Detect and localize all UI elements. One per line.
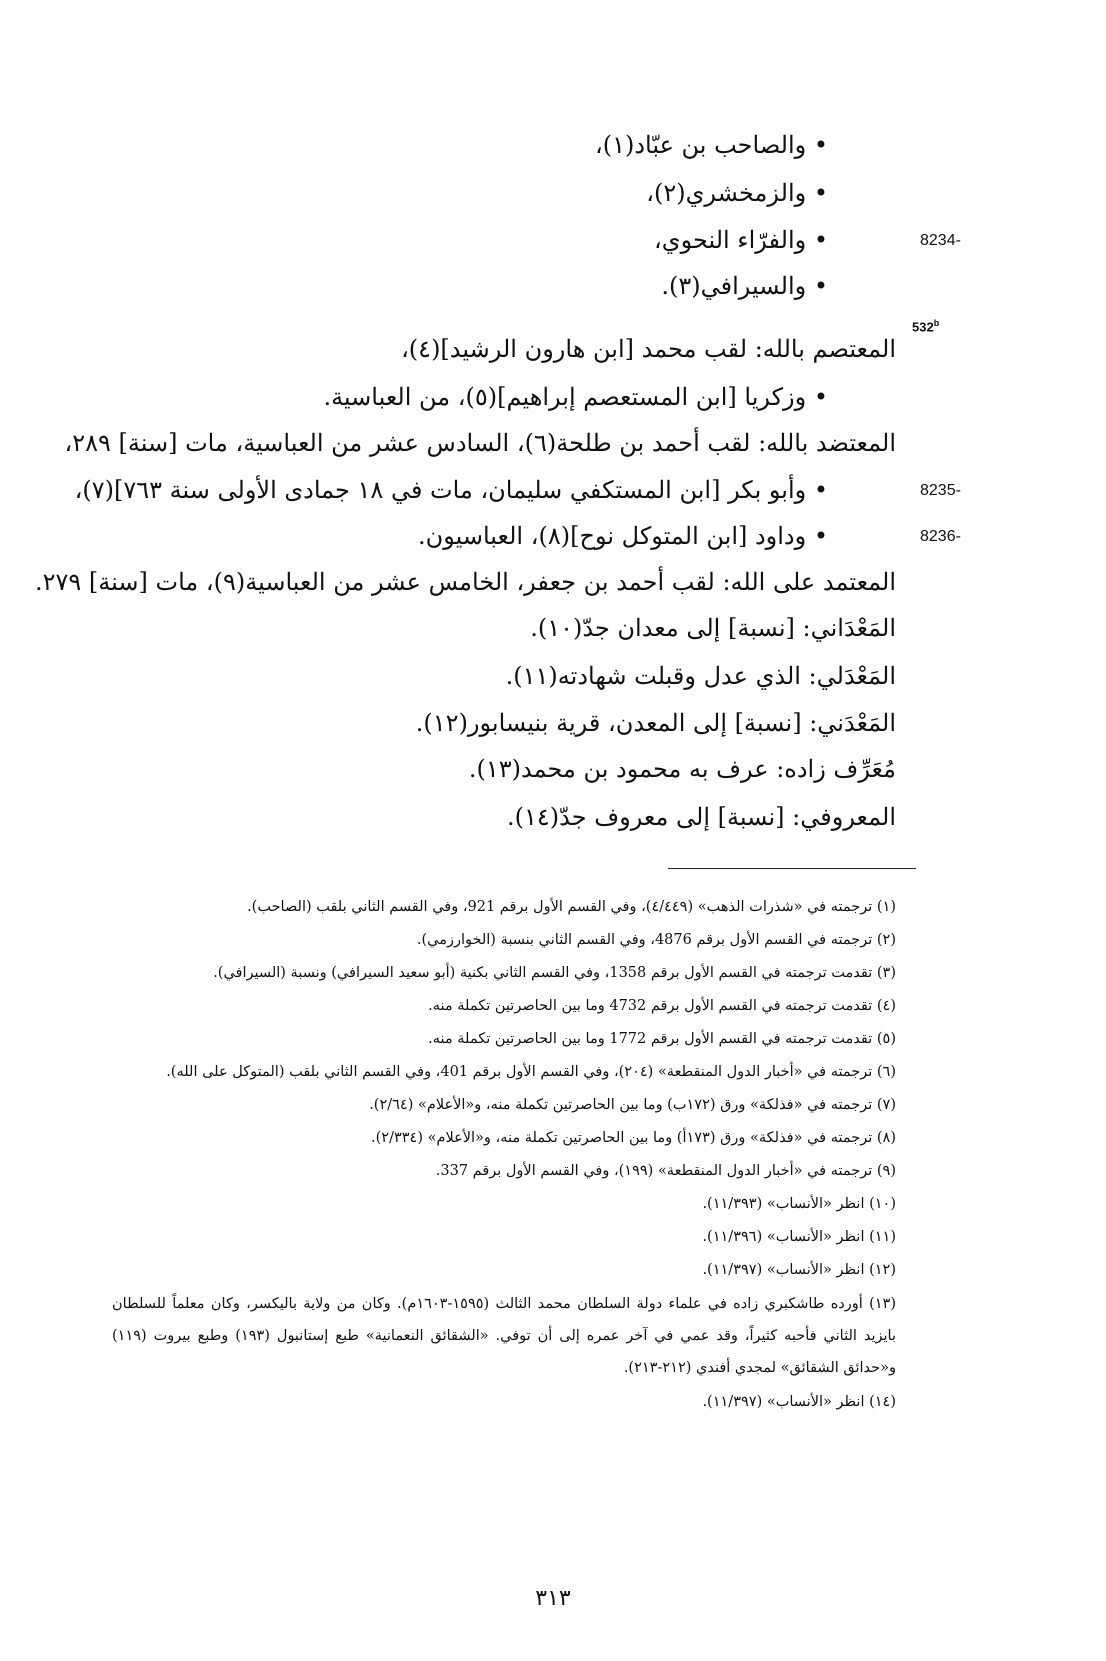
entry-line: • وأبو بكر [ابن المستكفي سليمان، مات في ١٨ جمادى الأولى سنة ٧٦٣](٧)، <box>74 476 828 504</box>
footnote: (٥) تقدمت ترجمته في القسم الأول برقم 1772 وما بين الحاصرتين تكملة منه. <box>428 1031 896 1047</box>
entry-line: • وداود [ابن المتوكل نوح](٨)، العباسيون. <box>417 522 828 550</box>
footnote: (١١) انظر «الأنساب» (١١/٣٩٦). <box>702 1229 896 1245</box>
footnote: (٤) تقدمت ترجمته في القسم الأول برقم 4732 وما بين الحاصرتين تكملة منه. <box>428 998 896 1014</box>
entry-line: • وزكريا [ابن المستعصم إبراهيم](٥)، من العباسية. <box>323 383 828 411</box>
footnote: (٦) ترجمته في «أخبار الدول المنقطعة» (٢٠٤)، وفي القسم الأول برقم 401، وفي القسم الثاني بلقب (المتوكل على الله). <box>166 1064 896 1080</box>
footnote: (٢) ترجمته في القسم الأول برقم 4876، وفي القسم الثاني بنسبة (الخوارزمي). <box>416 932 896 948</box>
entry-line: • والصاحب بن عبّاد(١)، <box>594 131 828 159</box>
margin-folio-marker: 532$^b$ <box>912 318 940 335</box>
entry-line: • والسيرافي(٣). <box>661 272 828 300</box>
footnote: (١٤) انظر «الأنساب» (١١/٣٩٧). <box>702 1394 896 1410</box>
entry-line: المَعْدَني: [نسبة] إلى المعدن، قرية بنيسابور(١٢). <box>415 709 896 737</box>
entry-number: 8236- <box>920 528 961 545</box>
footnote: (١٢) انظر «الأنساب» (١١/٣٩٧). <box>702 1262 896 1278</box>
footnote: (٧) ترجمته في «فذلكة» ورق (١٧٢ب) وما بين الحاصرتين تكملة منه، و«الأعلام» (٢/٦٤). <box>369 1097 896 1113</box>
entry-line: المَعْدَلي: الذي عدل وقبلت شهادته(١١). <box>505 662 896 690</box>
entry-line: المعتصم بالله: لقب محمد [ابن هارون الرشيد](٤)، <box>401 335 896 363</box>
footnote: (٣) تقدمت ترجمته في القسم الأول برقم 1358، وفي القسم الثاني بكنية (أبو سعيد السيرافي) ونسبة (السيرافي). <box>213 965 896 981</box>
footnote: (١٠) انظر «الأنساب» (١١/٣٩٣). <box>702 1196 896 1212</box>
entry-line: المعتضد بالله: لقب أحمد بن طلحة(٦)، السادس عشر من العباسية، مات [سنة] ٢٨٩، <box>64 429 896 457</box>
footnote: (١) ترجمته في «شذرات الذهب» (٤/٤٤٩)، وفي القسم الأول برقم 921، وفي القسم الثاني بلقب (الصاحب). <box>247 899 896 915</box>
footnote: (٩) ترجمته في «أخبار الدول المنقطعة» (١٩٩)، وفي القسم الأول برقم 337. <box>435 1163 896 1179</box>
entry-number: 8235- <box>920 482 961 499</box>
footnote-separator <box>668 868 916 869</box>
entry-line: المعروفي: [نسبة] إلى معروف جدّ(١٤). <box>507 803 896 831</box>
footnote: (٨) ترجمته في «فذلكة» ورق (١٧٣أ) وما بين الحاصرتين تكملة منه، و«الأعلام» (٢/٣٣٤). <box>371 1130 896 1146</box>
entry-number: 8234- <box>920 232 961 249</box>
entry-line: المعتمد على الله: لقب أحمد بن جعفر، الخامس عشر من العباسية(٩)، مات [سنة] ٢٧٩. <box>34 568 896 596</box>
entry-line: المَعْدَاني: [نسبة] إلى معدان جدّ(١٠). <box>530 614 896 642</box>
footnote: (١٣) أورده طاشكبري زاده في علماء دولة السلطان محمد الثالث (١٥٩٥-١٦٠٣م). وكان من ولاية باليكسر، وكان معلماً للسلطان بايزيد الثاني فأحبه كثيراً، وقد عمي في آخر عمره إلى أن توفي. «الشقائق النعمانية» طبع إستانبول (١٩٣) وطبع بيروت (١١٩) و«حدائق الشقائق» لمجدي أفندي (٢١٢-٢١٣). <box>112 1296 897 1376</box>
page-number: ٣١٣ <box>535 1586 571 1611</box>
entry-line: • والفرّاء النحوي، <box>654 226 828 254</box>
entry-line: مُعَرِّف زاده: عرف به محمود بن محمد(١٣). <box>468 755 896 783</box>
entry-line: • والزمخشري(٢)، <box>646 179 828 207</box>
